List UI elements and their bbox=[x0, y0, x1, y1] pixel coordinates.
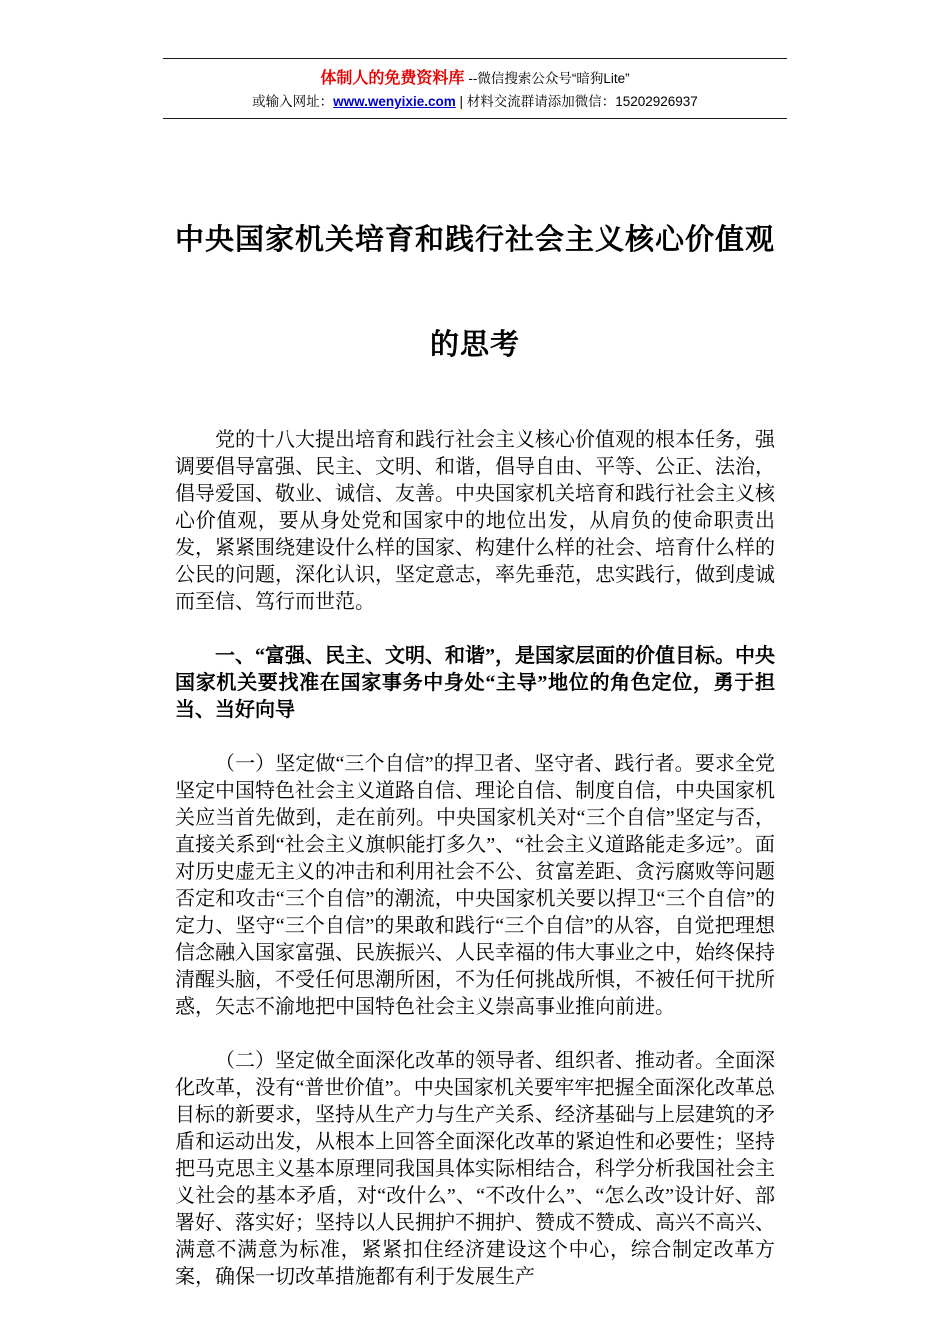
section-heading-1: 一、“富强、民主、文明、和谐”，是国家层面的价值目标。中央国家机关要找准在国家事务中身处“主导”地位的角色定位，勇于担当、当好向导 bbox=[175, 645, 775, 721]
paragraph-point-2: （二）坚定做全面深化改革的领导者、组织者、推动者。全面深化改革，没有“普世价值”。中央国家机关要牢牢把握全面深化改革总目标的新要求，坚持从生产力与生产关系、经济基础与上层建筑的矛盾和运动出发，从根本上回答全面深化改革的紧迫性和必要性；坚持把马克思主义基本原理同我国具体实际相结合，科学分析我国社会主义社会的基本矛盾，对“改什么”、“不改什么”、“怎么改”设计好、部署好、落实好；坚持以人民拥护不拥护、赞成不赞成、高兴不高兴、满意不满意为标准，紧紧扣住经济建设这个中心，综合制定改革方案，确保一切改革措施都有利于发展生产 bbox=[175, 1050, 775, 1288]
wechat-contact-text: | 材料交流群请添加微信：15202926937 bbox=[455, 94, 698, 109]
document-body bbox=[175, 427, 775, 1291]
page-title-line1: 中央国家机关培育和践行社会主义核心价值观 bbox=[174, 224, 775, 256]
promo-header bbox=[163, 58, 787, 119]
website-link[interactable]: www.wenyixie.com bbox=[333, 94, 456, 109]
paragraph-point-1: （一）坚定做“三个自信”的捍卫者、坚守者、践行者。要求全党坚定中国特色社会主义道路自信、理论自信、制度自信，中央国家机关应当首先做到，走在前列。中央国家机关对“三个自信”坚定与否，直接关系到“社会主义旗帜能打多久”、“社会主义道路能走多远”。面对历史虚无主义的冲击和利用社会不公、贫富差距、贪污腐败等问题否定和攻击“三个自信”的潮流，中央国家机关要以捍卫“三个自信”的定力、坚守“三个自信”的果敢和践行“三个自信”的从容，自觉把理想信念融入国家富强、民族振兴、人民幸福的伟大事业之中，始终保持清醒头脑，不受任何思潮所困，不为任何挑战所惧，不被任何干扰所惑，矢志不渝地把中国特色社会主义崇高事业推向前进。 bbox=[175, 753, 775, 1018]
promo-header-line1 bbox=[163, 68, 787, 89]
website-label: 或输入网址： bbox=[252, 94, 334, 109]
paragraph-intro: 党的十八大提出培育和践行社会主义核心价值观的根本任务，强调要倡导富强、民主、文明、和谐，倡导自由、平等、公正、法治，倡导爱国、敬业、诚信、友善。中央国家机关培育和践行社会主义核心价值观，要从身处党和国家中的地位出发，从肩负的使命职责出发，紧紧围绕建设什么样的国家、构建什么样的社会、培育什么样的公民的问题，深化认识，坚定意志，率先垂范，忠实践行，做到虔诚而至信、笃行而世范。 bbox=[175, 429, 775, 613]
page-title-line2: 的思考 bbox=[429, 329, 520, 361]
promo-header-line2 bbox=[163, 92, 787, 111]
brand-note: --微信搜索公众号“暗狗Lite” bbox=[468, 71, 630, 86]
brand-name: 体制人的免费资料库 bbox=[320, 70, 465, 87]
